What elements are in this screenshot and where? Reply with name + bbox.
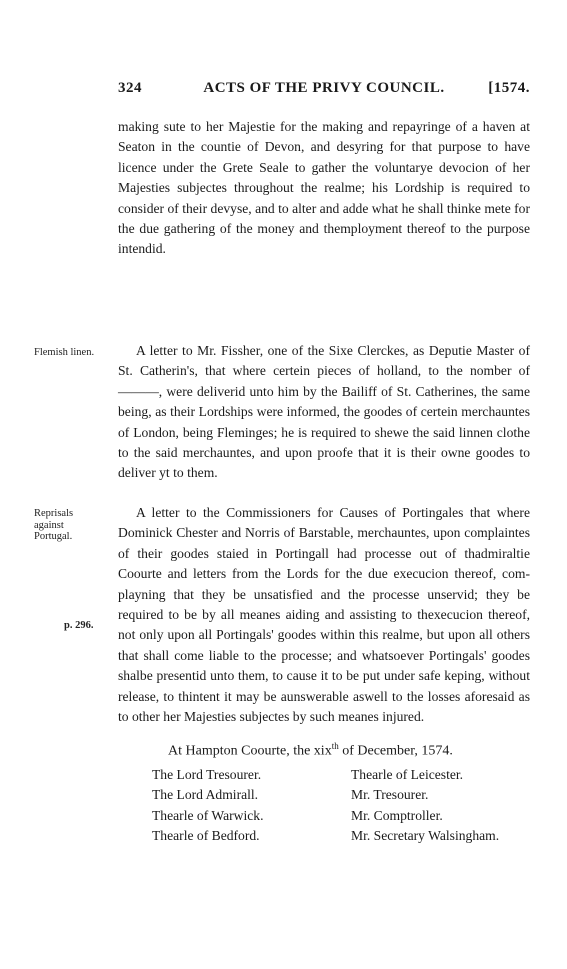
margin-note-flemish-linen: Flemish linen. (34, 347, 95, 358)
page-number: 324 (118, 80, 142, 96)
meeting-date: of December, 1574. (338, 743, 453, 759)
paragraph-seaton-haven: making sute to her Majestie for the making and repayringe of a haven at Seaton in the countie of Devon, and desyring for that purpose to have licence under the Grete Seale to gather the voluntarye devocion of her Majesties subjectes throughout the realme; his Lordship is required to consider of their devyse, and to alter and adde what he shall thinke mete for the due gathering of the money and themployment thereof to the purpose intendid. (118, 119, 530, 257)
paragraph-flemish-linen: A letter to Mr. Fissher, one of the Sixe Clerckes, as Deputie Master of St. Catherin's, that where certein pieces of holland, to the nomber of ———, were deliverid unto him by the Bailiff of St. Catherines, the same being, as their Lordships were informed, the goodes of certein merchauntes of London, being Fleminges; he is required to shewe the said linnen clothe to the said merchauntes, and upon proofe that it is their owne goodes to deliver yt to them. (118, 343, 530, 481)
attendee: Thearle of Bedford. (152, 828, 260, 844)
running-header (118, 80, 530, 104)
attendee: The Lord Tresourer. (152, 767, 262, 782)
attendee: Thearle of Warwick. (152, 807, 264, 823)
attendees-left-column (152, 765, 264, 847)
margin-note-page-ref: p. 296. (64, 620, 94, 631)
meeting-place: At Hampton Coourte, the xix (168, 743, 332, 759)
attendee: The Lord Admirall. (152, 787, 259, 803)
running-title: ACTS OF THE PRIVY COUNCIL. (203, 80, 445, 96)
paragraph-portingales: A letter to the Commissioners for Causes of Portingales that where Dominick Chester and Norris of Barstable, merchauntes, upon complaintes of their goodes staied in Portingall had processe out of thadmiraltie Coourte and letters from the Lords for the due execucion thereof, complayning that they be unsatisfied and the processe unservid; they be required to be by all meanes aiding and assisting to thexecucion thereof, not only upon all Portingals' goodes within this realme, but upon all others that shall come liable to the processe; and whatsoever Portingals' goodes shalbe presentid unto them, to cause it to be put under safe keping, without release, to thintent it may be aunswerable aswell to the losses aforesaid as to other her Majesties subjectes by such meanes injured. (118, 505, 530, 725)
attendee: Mr. Tresourer. (351, 787, 429, 803)
meeting-heading (168, 741, 548, 760)
margin-note-reprisals: Reprisals against Portugal. (34, 508, 74, 542)
year-label: [1574. (488, 80, 530, 96)
meeting-ordinal-suffix: th (331, 741, 339, 751)
attendee: Thearle of Leicester. (351, 767, 464, 782)
attendee: Mr. Secretary Walsingham. (351, 828, 500, 844)
attendee: Mr. Comptroller. (351, 807, 443, 823)
attendees-right-column (351, 765, 499, 847)
